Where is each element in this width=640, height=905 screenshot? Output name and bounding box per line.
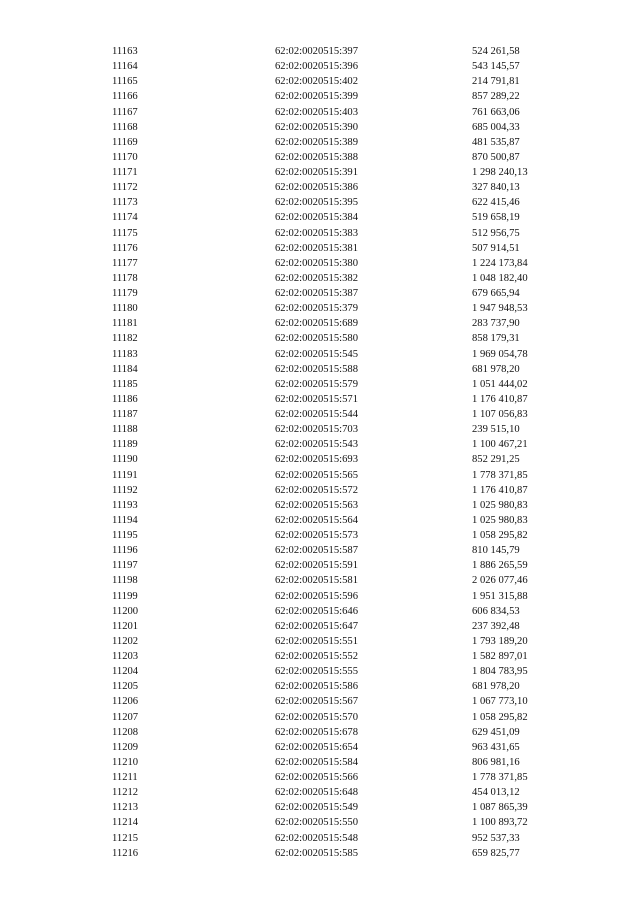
cadastral-number: 62:02:0020515:402: [275, 76, 358, 88]
table-row: [0, 89, 640, 104]
row-number: 11203: [112, 651, 139, 662]
table-row: [0, 286, 640, 301]
cadastral-value: 629 451,09: [472, 726, 520, 738]
cadastral-value: 1 067 773,10: [472, 696, 528, 708]
cadastral-number: 62:02:0020515:389: [275, 136, 358, 148]
cadastral-number: 62:02:0020515:647: [275, 620, 358, 632]
row-number: 11192: [112, 484, 138, 496]
cadastral-value: 1 025 980,83: [472, 514, 528, 526]
row-number: 11166: [112, 91, 138, 103]
cadastral-number: 62:02:0020515:585: [275, 847, 358, 859]
table-row: [0, 710, 640, 725]
table-row: [0, 241, 640, 256]
row-number: 11179: [112, 288, 138, 299]
row-number: 11189: [112, 439, 138, 451]
table-row: [0, 558, 640, 573]
table-row: [0, 664, 640, 679]
table-row: [0, 649, 640, 664]
cadastral-number: 62:02:0020515:379: [275, 303, 358, 315]
cadastral-number: 62:02:0020515:390: [275, 121, 358, 133]
cadastral-value: 659 825,77: [472, 847, 520, 859]
cadastral-value: 2 026 077,46: [472, 575, 528, 587]
cadastral-value: 214 791,81: [472, 76, 520, 88]
row-number: 11194: [112, 514, 138, 526]
cadastral-number: 62:02:0020515:399: [275, 91, 358, 103]
cadastral-number: 62:02:0020515:572: [275, 484, 358, 496]
table-row: [0, 74, 640, 89]
cadastral-value: 679 665,94: [472, 288, 520, 299]
cadastral-number: 62:02:0020515:548: [275, 832, 358, 844]
row-number: 11186: [112, 393, 138, 405]
cadastral-number: 62:02:0020515:567: [275, 696, 358, 708]
cadastral-value: 681 978,20: [472, 363, 520, 375]
table-row: [0, 725, 640, 740]
cadastral-number: 62:02:0020515:403: [275, 106, 358, 118]
row-number: 11182: [112, 333, 138, 345]
cadastral-value: 1 886 265,59: [472, 560, 528, 572]
row-number: 11200: [112, 605, 139, 617]
cadastral-value: 1 793 189,20: [472, 635, 528, 647]
cadastral-number: 62:02:0020515:382: [275, 272, 358, 284]
cadastral-value: 507 914,51: [472, 242, 520, 254]
table-row: [0, 528, 640, 543]
table-row: [0, 135, 640, 150]
table-row: [0, 770, 640, 785]
table-row: [0, 694, 640, 709]
cadastral-number: 62:02:0020515:566: [275, 772, 358, 783]
row-number: 11191: [112, 469, 138, 481]
table-row: [0, 589, 640, 604]
cadastral-value: 1 058 295,82: [472, 711, 528, 723]
table-row: [0, 483, 640, 498]
table-row: [0, 498, 640, 513]
cadastral-value: 283 737,90: [472, 318, 520, 330]
table-row: [0, 165, 640, 180]
cadastral-value: 1 969 054,78: [472, 348, 528, 360]
cadastral-value: 524 261,58: [472, 46, 520, 57]
cadastral-number: 62:02:0020515:381: [275, 242, 358, 254]
row-number: 11201: [112, 620, 139, 632]
table-row: [0, 679, 640, 694]
cadastral-number: 62:02:0020515:563: [275, 499, 358, 511]
cadastral-number: 62:02:0020515:543: [275, 439, 358, 451]
cadastral-number: 62:02:0020515:646: [275, 605, 358, 617]
cadastral-value: 519 658,19: [472, 212, 520, 224]
table-row: [0, 831, 640, 846]
cadastral-number: 62:02:0020515:549: [275, 802, 358, 814]
row-number: 11185: [112, 378, 138, 390]
table-row: [0, 800, 640, 815]
table-row: [0, 785, 640, 800]
table-row: [0, 513, 640, 528]
cadastral-number: 62:02:0020515:678: [275, 726, 358, 738]
cadastral-number: 62:02:0020515:386: [275, 182, 358, 194]
row-number: 11193: [112, 499, 138, 511]
row-number: 11177: [112, 257, 138, 269]
row-number: 11207: [112, 711, 139, 723]
row-number: 11205: [112, 681, 139, 693]
row-number: 11176: [112, 242, 138, 254]
cadastral-number: 62:02:0020515:383: [275, 227, 358, 239]
cadastral-value: 857 289,22: [472, 91, 520, 103]
cadastral-number: 62:02:0020515:591: [275, 560, 358, 572]
row-number: 11184: [112, 363, 138, 375]
cadastral-number: 62:02:0020515:570: [275, 711, 358, 723]
table-row: [0, 105, 640, 120]
cadastral-value: 681 978,20: [472, 681, 520, 693]
cadastral-value: 810 145,79: [472, 545, 520, 557]
table-row: [0, 195, 640, 210]
cadastral-value: 622 415,46: [472, 197, 520, 209]
cadastral-number: 62:02:0020515:703: [275, 424, 358, 436]
table-row: [0, 331, 640, 346]
row-number: 11204: [112, 666, 139, 678]
row-number: 11173: [112, 197, 138, 209]
cadastral-number: 62:02:0020515:588: [275, 363, 358, 375]
row-number: 11190: [112, 454, 138, 466]
row-number: 11171: [112, 167, 138, 178]
cadastral-value: 761 663,06: [472, 106, 520, 118]
cadastral-value: 870 500,87: [472, 151, 520, 163]
cadastral-value: 606 834,53: [472, 605, 520, 617]
cadastral-number: 62:02:0020515:654: [275, 741, 358, 753]
cadastral-number: 62:02:0020515:579: [275, 378, 358, 390]
table-row: [0, 256, 640, 271]
cadastral-value: 1 947 948,53: [472, 303, 528, 315]
table-row: [0, 362, 640, 377]
cadastral-value: 952 537,33: [472, 832, 520, 844]
table-row: [0, 226, 640, 241]
table-row: [0, 468, 640, 483]
cadastral-value: 852 291,25: [472, 454, 520, 466]
cadastral-value: 481 535,87: [472, 136, 520, 148]
cadastral-number: 62:02:0020515:555: [275, 666, 358, 678]
cadastral-number: 62:02:0020515:551: [275, 635, 358, 647]
table-row: [0, 619, 640, 634]
cadastral-value: 1 778 371,85: [472, 469, 528, 481]
table-row: [0, 180, 640, 195]
table-row: [0, 407, 640, 422]
table-row: [0, 301, 640, 316]
table-row: [0, 44, 640, 59]
cadastral-number: 62:02:0020515:380: [275, 257, 358, 269]
row-number: 11187: [112, 409, 138, 420]
cadastral-number: 62:02:0020515:564: [275, 514, 358, 526]
row-number: 11165: [112, 76, 138, 88]
cadastral-value: 685 004,33: [472, 121, 520, 133]
cadastral-value: 1 025 980,83: [472, 499, 528, 511]
cadastral-number: 62:02:0020515:384: [275, 212, 358, 224]
table-row: [0, 452, 640, 467]
cadastral-number: 62:02:0020515:391: [275, 167, 358, 178]
cadastral-value: 858 179,31: [472, 333, 520, 345]
row-number: 11198: [112, 575, 138, 587]
table-row: [0, 210, 640, 225]
row-number: 11208: [112, 726, 139, 738]
cadastral-number: 62:02:0020515:552: [275, 651, 358, 662]
row-number: 11195: [112, 530, 138, 541]
cadastral-value: 1 087 865,39: [472, 802, 528, 814]
table-row: [0, 377, 640, 392]
table-row: [0, 437, 640, 452]
row-number: 11175: [112, 227, 138, 239]
row-number: 11163: [112, 46, 138, 57]
cadastral-number: 62:02:0020515:565: [275, 469, 358, 481]
cadastral-value: 1 100 893,72: [472, 817, 528, 829]
cadastral-value: 237 392,48: [472, 620, 520, 632]
cadastral-value: 1 224 173,84: [472, 257, 528, 269]
cadastral-value: 239 515,10: [472, 424, 520, 436]
cadastral-number: 62:02:0020515:693: [275, 454, 358, 466]
cadastral-value: 327 840,13: [472, 182, 520, 194]
row-number: 11169: [112, 136, 138, 148]
row-number: 11170: [112, 151, 138, 163]
row-number: 11181: [112, 318, 138, 330]
cadastral-number: 62:02:0020515:580: [275, 333, 358, 345]
table-row: [0, 422, 640, 437]
cadastral-number: 62:02:0020515:545: [275, 348, 358, 360]
cadastral-number: 62:02:0020515:571: [275, 393, 358, 405]
cadastral-value: 1 107 056,83: [472, 409, 528, 420]
cadastral-value: 543 145,57: [472, 61, 520, 73]
row-number: 11180: [112, 303, 138, 315]
row-number: 11168: [112, 121, 138, 133]
table-row: [0, 392, 640, 407]
table-row: [0, 604, 640, 619]
row-number: 11214: [112, 817, 139, 829]
table-row: [0, 815, 640, 830]
cadastral-value: 1 582 897,01: [472, 651, 528, 662]
cadastral-value: 1 804 783,95: [472, 666, 528, 678]
cadastral-value: 512 956,75: [472, 227, 520, 239]
table-row: [0, 573, 640, 588]
row-number: 11167: [112, 106, 138, 118]
cadastral-value-table: [0, 44, 640, 861]
row-number: 11199: [112, 590, 138, 602]
table-row: [0, 543, 640, 558]
table-row: [0, 740, 640, 755]
row-number: 11211: [112, 772, 138, 783]
cadastral-number: 62:02:0020515:648: [275, 787, 358, 799]
cadastral-number: 62:02:0020515:587: [275, 545, 358, 557]
table-row: [0, 316, 640, 331]
cadastral-number: 62:02:0020515:397: [275, 46, 358, 57]
row-number: 11212: [112, 787, 139, 799]
row-number: 11197: [112, 560, 138, 572]
cadastral-number: 62:02:0020515:584: [275, 756, 358, 768]
table-row: [0, 347, 640, 362]
cadastral-number: 62:02:0020515:388: [275, 151, 358, 163]
row-number: 11178: [112, 272, 138, 284]
row-number: 11188: [112, 424, 138, 436]
cadastral-value: 454 013,12: [472, 787, 520, 799]
row-number: 11196: [112, 545, 138, 557]
table-row: [0, 150, 640, 165]
table-row: [0, 755, 640, 770]
row-number: 11216: [112, 847, 139, 859]
row-number: 11174: [112, 212, 138, 224]
table-row: [0, 59, 640, 74]
cadastral-number: 62:02:0020515:586: [275, 681, 358, 693]
cadastral-value: 1 176 410,87: [472, 393, 528, 405]
cadastral-number: 62:02:0020515:573: [275, 530, 358, 541]
cadastral-number: 62:02:0020515:395: [275, 197, 358, 209]
row-number: 11206: [112, 696, 139, 708]
cadastral-value: 1 100 467,21: [472, 439, 528, 451]
cadastral-value: 1 051 444,02: [472, 378, 528, 390]
cadastral-value: 1 058 295,82: [472, 530, 528, 541]
cadastral-value: 1 951 315,88: [472, 590, 528, 602]
cadastral-number: 62:02:0020515:581: [275, 575, 358, 587]
cadastral-value: 806 981,16: [472, 756, 520, 768]
table-row: [0, 846, 640, 861]
cadastral-value: 1 298 240,13: [472, 167, 528, 178]
row-number: 11202: [112, 635, 139, 647]
cadastral-value: 963 431,65: [472, 741, 520, 753]
table-row: [0, 271, 640, 286]
row-number: 11209: [112, 741, 139, 753]
cadastral-number: 62:02:0020515:544: [275, 409, 358, 420]
row-number: 11213: [112, 802, 139, 814]
cadastral-number: 62:02:0020515:689: [275, 318, 358, 330]
row-number: 11210: [112, 756, 139, 768]
cadastral-number: 62:02:0020515:396: [275, 61, 358, 73]
cadastral-value: 1 048 182,40: [472, 272, 528, 284]
row-number: 11183: [112, 348, 138, 360]
cadastral-number: 62:02:0020515:596: [275, 590, 358, 602]
table-row: [0, 634, 640, 649]
cadastral-value: 1 176 410,87: [472, 484, 528, 496]
row-number: 11164: [112, 61, 138, 73]
row-number: 11172: [112, 182, 138, 194]
cadastral-number: 62:02:0020515:387: [275, 288, 358, 299]
table-row: [0, 120, 640, 135]
row-number: 11215: [112, 832, 139, 844]
cadastral-number: 62:02:0020515:550: [275, 817, 358, 829]
cadastral-value: 1 778 371,85: [472, 772, 528, 783]
